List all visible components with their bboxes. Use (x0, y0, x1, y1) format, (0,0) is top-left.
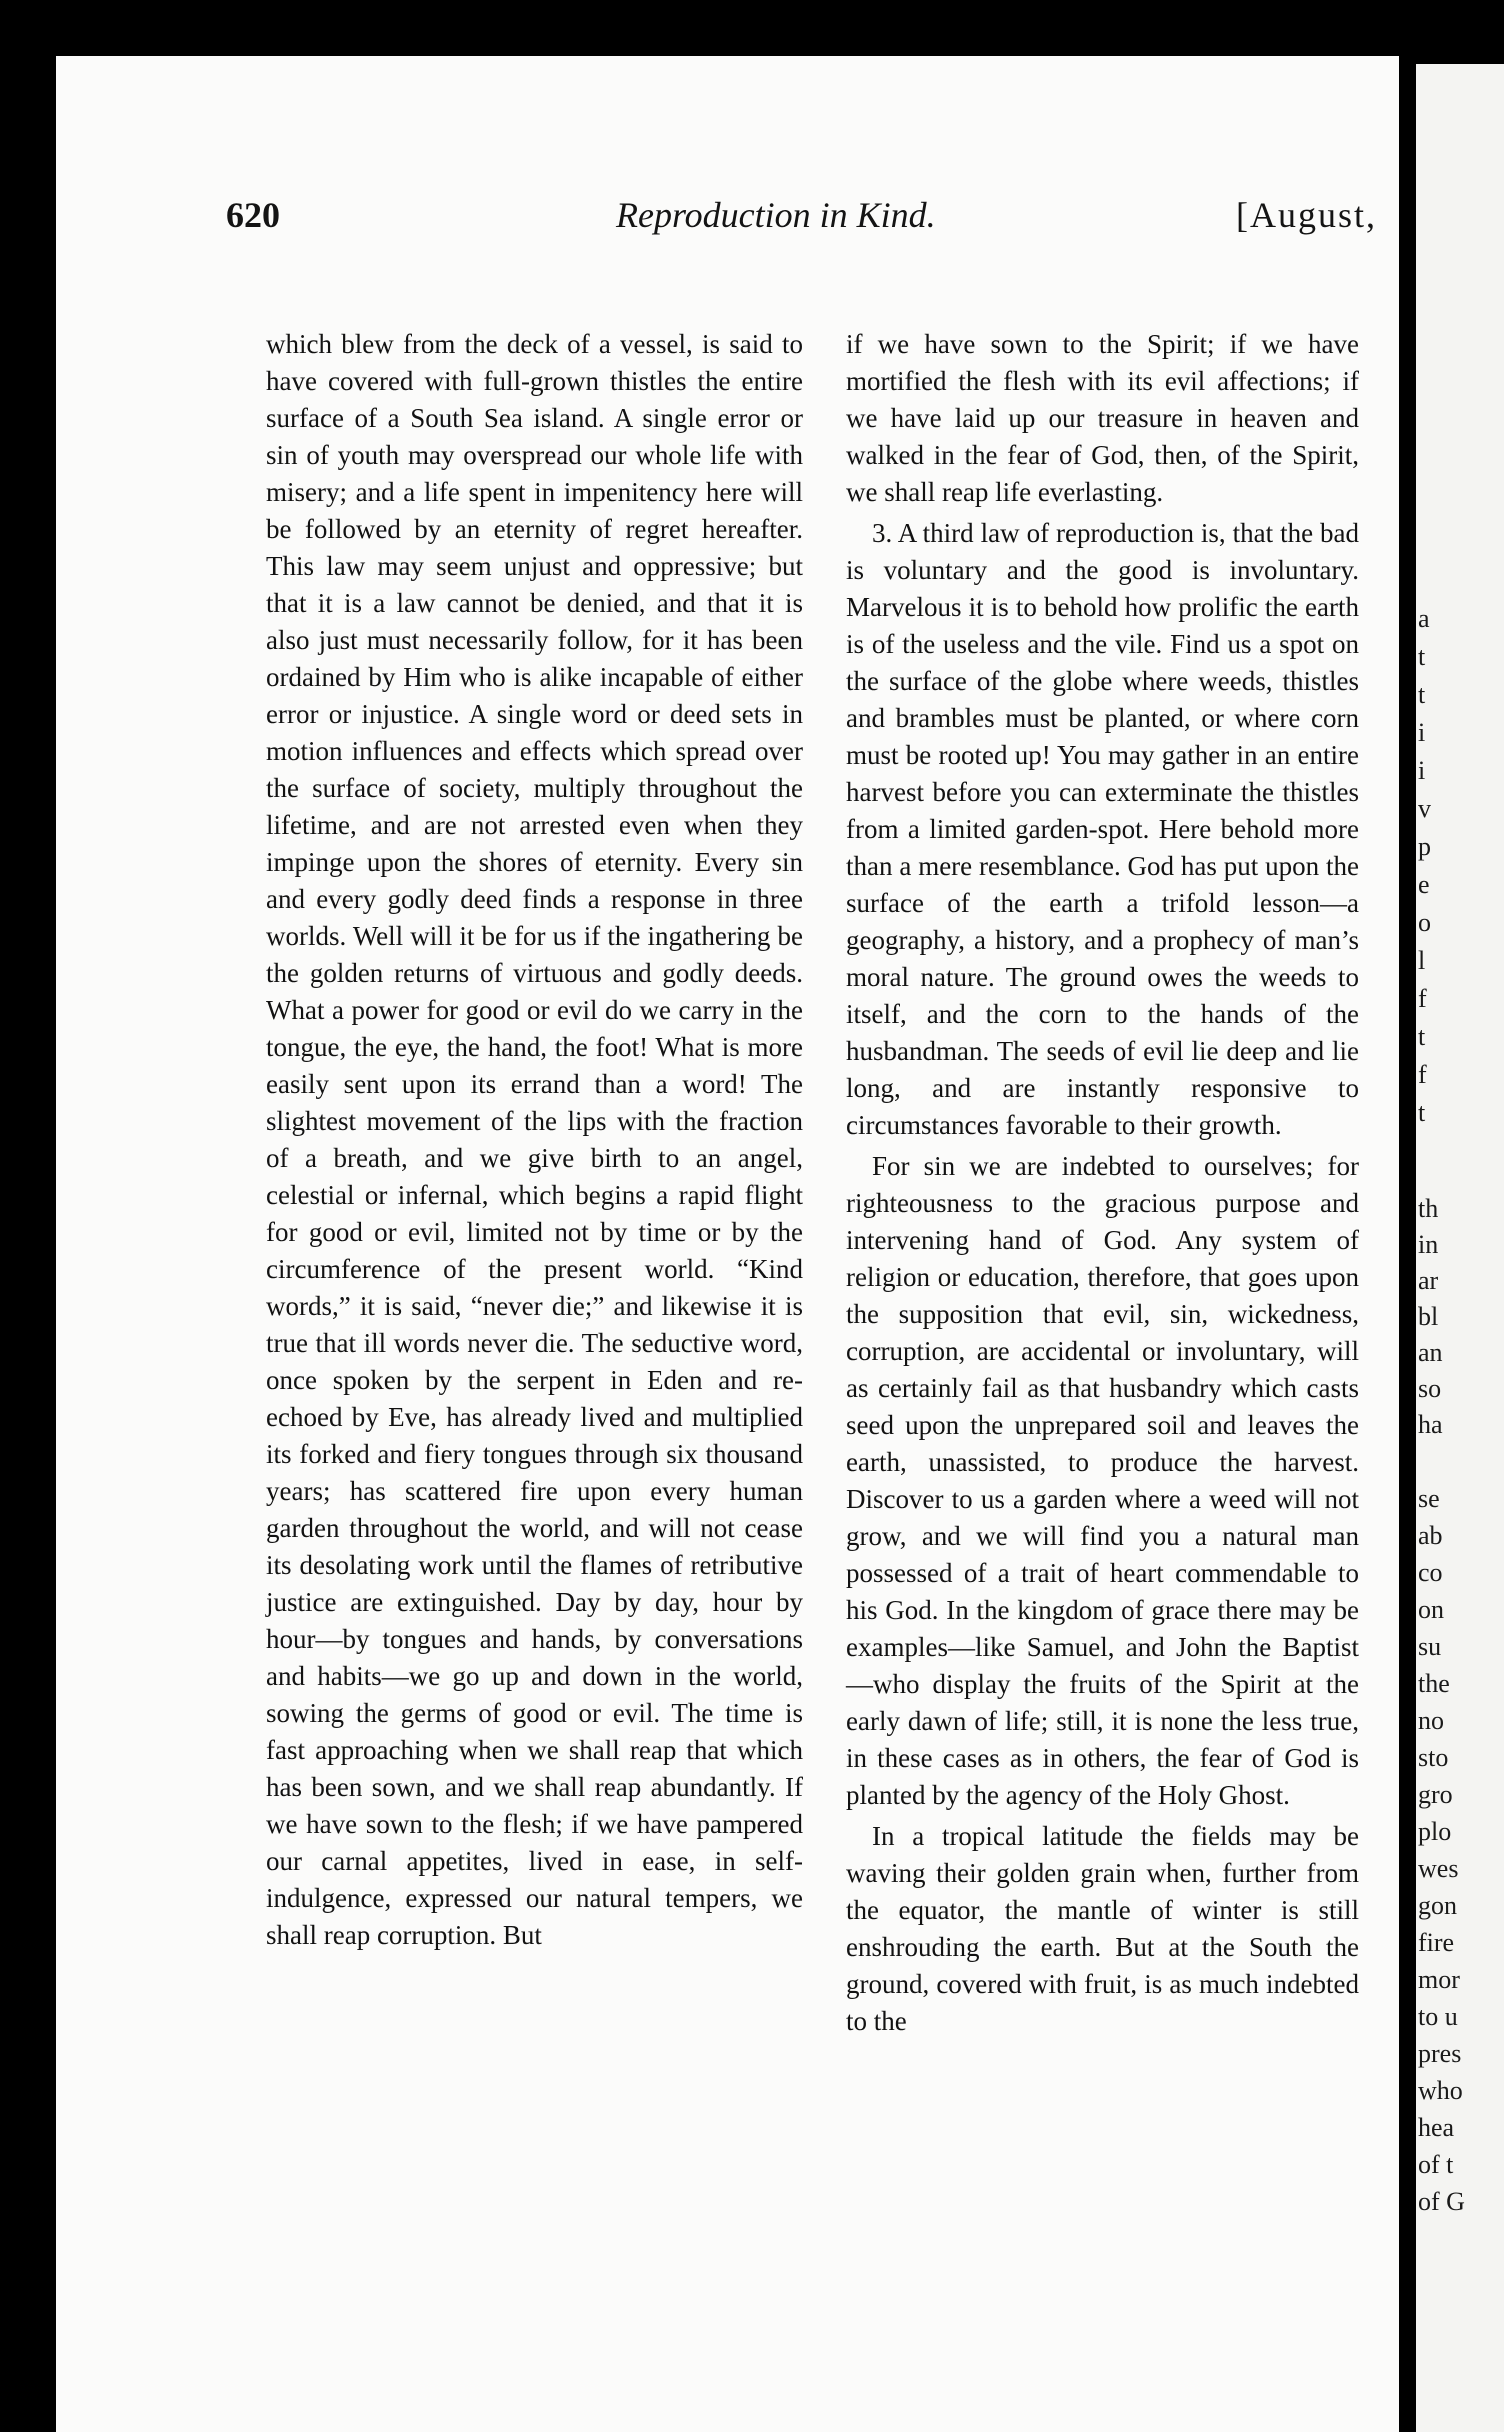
adjacent-page-text-fragment: ha (1418, 1410, 1443, 1439)
adjacent-page-text-fragment: who (1418, 2076, 1463, 2105)
adjacent-page-text-fragment: no (1418, 1706, 1444, 1735)
adjacent-page-text-fragment: of G (1418, 2187, 1465, 2216)
adjacent-page-text-fragment: l (1418, 946, 1426, 975)
adjacent-page-text-fragment: f (1418, 984, 1427, 1013)
adjacent-page-text-fragment: hea (1418, 2113, 1455, 2142)
adjacent-page-text-fragment: so (1418, 1374, 1442, 1403)
adjacent-page-text-fragment: an (1418, 1338, 1443, 1367)
adjacent-page-text-fragment: fire (1418, 1928, 1455, 1957)
adjacent-page-text-fragment: ar (1418, 1266, 1439, 1295)
adjacent-page-text-fragment: t (1418, 1022, 1426, 1051)
paragraph: which blew from the deck of a vessel, is said to have covered with full-grown thistles the entire surface of a South Sea island. A single error or sin of youth may overspread our whole life with misery; and a life spent in impenitency here will be followed by an eternity of regret hereafter. This law may seem unjust and oppressive; but that it is a law cannot be denied, and that it is also just must necessarily follow, for it has been ordained by Him who is alike incapable of either error or injustice. A single word or deed sets in motion influences and effects which spread over the surface of society, multiply throughout the lifetime, and are not arrested even when they impinge upon the shores of eternity. Every sin and every godly deed finds a response in three worlds. Well will it be for us if the ingathering be the golden returns of virtuous and godly deeds. What a power for good or evil do we carry in the tongue, the eye, the hand, the foot! What is more easily sent upon its errand than a word! The slightest movement of the lips with the fraction of a breath, and we give birth to an angel, celestial or infernal, which begins a rapid flight for good or evil, limited not by time or by the circumference of the present world. “Kind words,” it is said, “never die;” and likewise it is true that ill words never die. The seductive word, once spoken by the serpent in Eden and re-echoed by Eve, has already lived and multiplied its forked and fiery tongues through six thousand years; has scattered fire upon every human garden throughout the world, and will not cease its desolating work until the flames of retributive justice are extinguished. Day by day, hour by hour—by tongues and hands, by conversations and habits—we go up and down in the world, sowing the germs of good or evil. The time is fast approaching when we shall reap that which has been sown, and we shall reap abundantly. If we have sown to the flesh; if we have pampered our carnal appetites, lived in ease, in self-indulgence, expressed our natural tempers, we shall reap corruption. But (266, 329, 803, 1950)
adjacent-page-text-fragment: bl (1418, 1302, 1439, 1331)
adjacent-page-text-fragment: i (1418, 718, 1426, 747)
running-title: Reproduction in Kind. (616, 195, 936, 235)
paragraph: if we have sown to the Spirit; if we have mortified the flesh with its evil affections; if we have laid up our treasure in heaven and walked in the fear of God, then, of the Spirit, we shall reap life everlasting. (846, 329, 1359, 507)
right-column (846, 326, 1359, 2040)
page-number: 620 (226, 195, 280, 235)
adjacent-page-text-fragment: to u (1418, 2002, 1458, 2031)
paragraph: For sin we are indebted to ourselves; for righteousness to the gracious purpose and intervening hand of God. Any system of religion or education, therefore, that goes upon the supposition that evil, sin, wickedness, corruption, are accidental or involuntary, will as certainly fail as that husbandry which casts seed upon the unprepared soil and leaves the earth, unassisted, to produce the harvest. Discover to us a garden where a weed will not grow, and we will find you a natural man possessed of a trait of heart commendable to his God. In the kingdom of grace there may be examples—like Samuel, and John the Baptist—who display the fruits of the Spirit at the early dawn of life; still, it is none the less true, in these cases as in others, the fear of God is planted by the agency of the Holy Ghost. (846, 1151, 1359, 1810)
adjacent-page-text-fragment: su (1418, 1632, 1442, 1661)
adjacent-page-text-fragment: se (1418, 1484, 1440, 1513)
adjacent-page-text-fragment: e (1418, 870, 1430, 899)
adjacent-page-text-fragment: co (1418, 1558, 1443, 1587)
adjacent-page-text-fragment: plo (1418, 1817, 1452, 1846)
adjacent-page-text-fragment: a (1418, 604, 1430, 633)
adjacent-page-text-fragment: t (1418, 642, 1426, 671)
adjacent-page-text-fragment: in (1418, 1230, 1439, 1259)
book-page (56, 56, 1399, 2432)
paragraph: In a tropical latitude the fields may be waving their golden grain when, further from the equator, the mantle of winter is still enshrouding the earth. But at the South the ground, covered with fruit, is as much indebted to the (846, 1821, 1359, 2036)
adjacent-page-text-fragment: of t (1418, 2150, 1454, 2179)
adjacent-page-text-fragment: mor (1418, 1965, 1460, 1994)
adjacent-page-text-fragment: pres (1418, 2039, 1462, 2068)
adjacent-page-text-fragment: th (1418, 1194, 1439, 1223)
adjacent-page-text-fragment: f (1418, 1060, 1427, 1089)
adjacent-page-text-fragment: on (1418, 1595, 1444, 1624)
adjacent-page-text-fragment: o (1418, 908, 1431, 937)
adjacent-page-text-fragment: wes (1418, 1854, 1459, 1883)
adjacent-page-text-fragment: the (1418, 1669, 1450, 1698)
paragraph: 3. A third law of reproduction is, that the bad is voluntary and the good is involuntary. Marvelous it is to behold how prolific the earth is of the useless and the vile. Find us a spot on the surface of the globe where weeds, thistles and brambles must be planted, or where corn must be rooted up! You may gather in an entire harvest before you can exterminate the thistles from a limited garden-spot. Here behold more than a mere resemblance. God has put upon the surface of the earth a trifold lesson—a geography, a history, and a prophecy of man’s moral nature. The ground owes the weeds to itself, and the corn to the hands of the husbandman. The seeds of evil lie deep and lie long, and are instantly responsive to circumstances favorable to their growth. (846, 518, 1359, 1140)
adjacent-page-edge (1416, 64, 1504, 2432)
left-column (266, 326, 803, 1954)
adjacent-page-text-fragment: p (1418, 832, 1431, 861)
adjacent-page-text-fragment: i (1418, 756, 1426, 785)
adjacent-page-text-fragment: ab (1418, 1521, 1443, 1550)
running-month: [August, (1236, 195, 1377, 235)
adjacent-page-text-fragment: sto (1418, 1743, 1449, 1772)
running-header (56, 194, 1399, 244)
adjacent-page-text-fragment: t (1418, 680, 1426, 709)
adjacent-page-text-fragment: v (1418, 794, 1431, 823)
adjacent-page-text-fragment: gon (1418, 1891, 1457, 1920)
adjacent-page-text-fragment: gro (1418, 1780, 1453, 1809)
adjacent-page-text-fragment: t (1418, 1098, 1426, 1127)
